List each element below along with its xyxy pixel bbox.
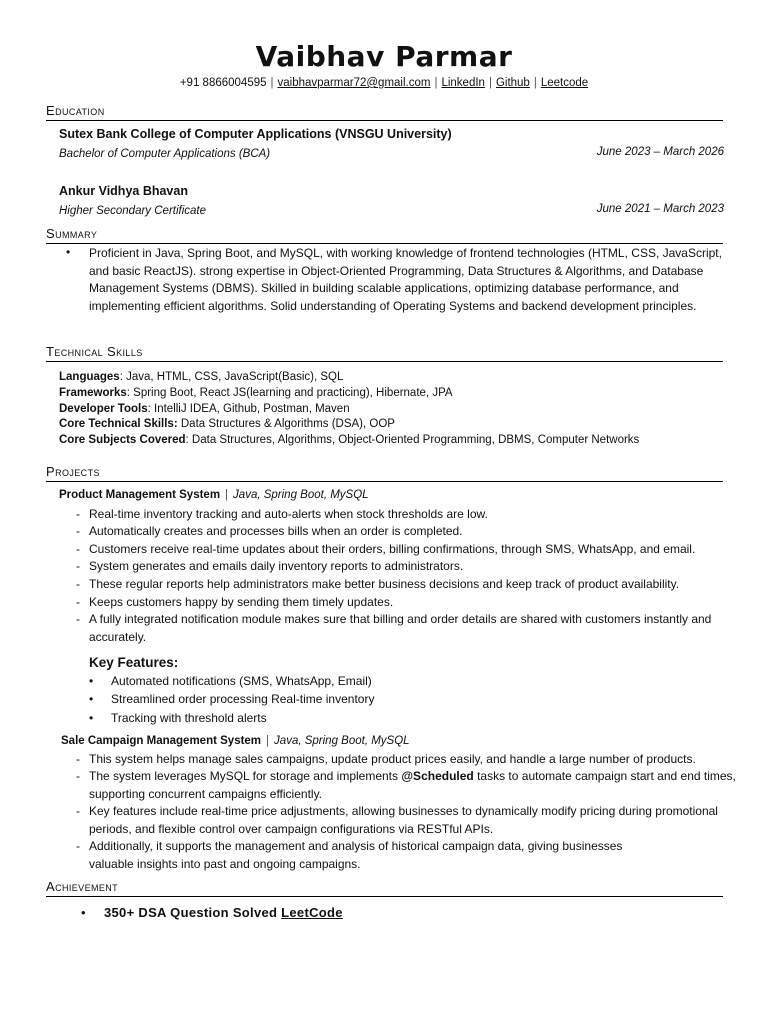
- separator: |: [434, 77, 438, 89]
- list-item: These regular reports help administrators make better business decisions and keep track of product availability.: [89, 577, 680, 591]
- skill-value: Data Structures & Algorithms (DSA), OOP: [177, 418, 395, 430]
- dash: -: [76, 542, 80, 556]
- bullet: •: [81, 905, 86, 920]
- skill-row: [59, 417, 739, 433]
- list-item: Automatically creates and processes bills when an order is completed.: [89, 524, 463, 538]
- achievement-heading: Achievement: [46, 879, 723, 897]
- achievement-item: [104, 905, 343, 920]
- bold-term: @Scheduled: [401, 769, 474, 783]
- bullet: •: [89, 674, 94, 688]
- institution: Sutex Bank College of Computer Applications (VNSGU University): [59, 127, 452, 141]
- list-item: Customers receive real-time updates about their orders, billing confirmations, through SMS, WhatsApp, and email.: [89, 542, 696, 556]
- dash: -: [76, 507, 80, 521]
- project-title: [61, 735, 410, 747]
- dash: -: [76, 804, 80, 818]
- github-link[interactable]: Github: [495, 77, 530, 89]
- dash: -: [76, 752, 80, 766]
- education-entry: [59, 127, 724, 141]
- email-link[interactable]: vaibhavparmar72@gmail.com: [277, 77, 431, 89]
- leetcode-link[interactable]: Leetcode: [540, 77, 589, 89]
- candidate-name: Vaibhav Parmar: [255, 40, 513, 73]
- skill-label: Frameworks: [59, 387, 127, 399]
- degree: Higher Secondary Certificate: [59, 205, 207, 217]
- separator: |: [533, 77, 537, 89]
- linkedin-link[interactable]: LinkedIn: [441, 77, 485, 89]
- list-item: [89, 768, 739, 803]
- skill-label: Core Technical Skills:: [59, 418, 178, 430]
- skill-value: : Spring Boot, React JS(learning and practicing), Hibernate, JPA: [126, 387, 453, 399]
- project-tech: Java, Spring Boot, MySQL: [274, 735, 410, 747]
- project-title: [59, 489, 369, 501]
- education-heading: Education: [46, 103, 723, 121]
- list-item: This system helps manage sales campaigns, update product prices easily, and handle a large number of products.: [89, 752, 696, 766]
- skill-row: [59, 386, 739, 402]
- skill-value: : Data Structures, Algorithms, Object-Oriented Programming, DBMS, Computer Networks: [185, 434, 640, 446]
- dash: -: [76, 524, 80, 538]
- degree: Bachelor of Computer Applications (BCA): [59, 148, 271, 160]
- skill-label: Developer Tools: [59, 403, 148, 415]
- list-item-text: tasks to automate campaign start and end times, supporting concurrent campaigns efficiently.: [89, 769, 736, 801]
- list-item: A fully integrated notification module makes sure that billing and order details are shared with customers instantly and accurately.: [89, 612, 712, 644]
- education-entry-details: [59, 146, 724, 160]
- dates: June 2023 – March 2026: [596, 146, 724, 158]
- project-name: Product Management System: [59, 489, 221, 501]
- phone: +91 8866004595: [179, 77, 267, 89]
- separator: |: [270, 77, 274, 89]
- skill-label: Languages: [59, 371, 120, 383]
- bullet: •: [89, 692, 94, 706]
- institution: Ankur Vidhya Bhavan: [59, 184, 188, 198]
- list-item: Key features include real-time price adjustments, allowing businesses to dynamically modify pricing during promotional periods, and flexible control over campaign configurations via RESTful APIs.: [89, 804, 718, 836]
- list-item: System generates and emails daily inventory reports to administrators.: [89, 559, 464, 573]
- key-feature-item: Streamlined order processing Real-time inventory: [111, 692, 375, 706]
- education-entry: [59, 184, 724, 198]
- separator: |: [488, 77, 492, 89]
- separator: |: [225, 489, 229, 501]
- list-item: Keeps customers happy by sending them timely updates.: [89, 595, 394, 609]
- dates: June 2021 – March 2023: [596, 203, 724, 215]
- dash: -: [76, 559, 80, 573]
- skill-value: : IntelliJ IDEA, Github, Postman, Maven: [147, 403, 350, 415]
- bullet: •: [66, 245, 71, 259]
- skill-label: Core Subjects Covered: [59, 434, 186, 446]
- list-item: Additionally, it supports the management and analysis of historical campaign data, giving businesses valuable insights into past and ongoing campaigns.: [89, 839, 623, 871]
- skills-heading: Technical Skills: [46, 344, 723, 362]
- dash: -: [76, 612, 80, 626]
- leetcode-achievement-link[interactable]: LeetCode: [281, 905, 343, 920]
- dash: -: [76, 769, 80, 783]
- summary-text: Proficient in Java, Spring Boot, and MySQL, with working knowledge of frontend technologies (HTML, CSS, JavaScript, and basic ReactJS). strong expertise in Object-Oriented Programming, Data Structures & Algorithms, and Database Management Systems (DBMS). Skilled in building scalable applications, optimizing database performance, and implementing efficient algorithms. Solid understanding of Operating Systems and backend development principles.: [89, 246, 722, 314]
- skill-row: [59, 370, 739, 386]
- bullet: •: [89, 711, 94, 725]
- education-entry-details: [59, 203, 724, 217]
- key-feature-item: Automated notifications (SMS, WhatsApp, Email): [111, 674, 372, 688]
- skill-row: [59, 433, 739, 449]
- list-item: Real-time inventory tracking and auto-alerts when stock thresholds are low.: [89, 507, 488, 521]
- project-tech: Java, Spring Boot, MySQL: [233, 489, 369, 501]
- achievement-text: 350+ DSA Question Solved: [104, 905, 282, 920]
- dash: -: [76, 595, 80, 609]
- project-name: Sale Campaign Management System: [61, 735, 262, 747]
- summary-heading: Summary: [46, 226, 723, 244]
- contact-line: [0, 77, 768, 89]
- skill-row: [59, 402, 739, 418]
- dash: -: [76, 577, 80, 591]
- key-feature-item: Tracking with threshold alerts: [111, 711, 267, 725]
- list-item-text: The system leverages MySQL for storage and implements: [89, 769, 402, 783]
- projects-heading: Projects: [46, 464, 723, 482]
- skill-value: : Java, HTML, CSS, JavaScript(Basic), SQL: [119, 371, 344, 383]
- key-features-title: Key Features:: [89, 655, 179, 670]
- dash: -: [76, 839, 80, 853]
- separator: |: [266, 735, 270, 747]
